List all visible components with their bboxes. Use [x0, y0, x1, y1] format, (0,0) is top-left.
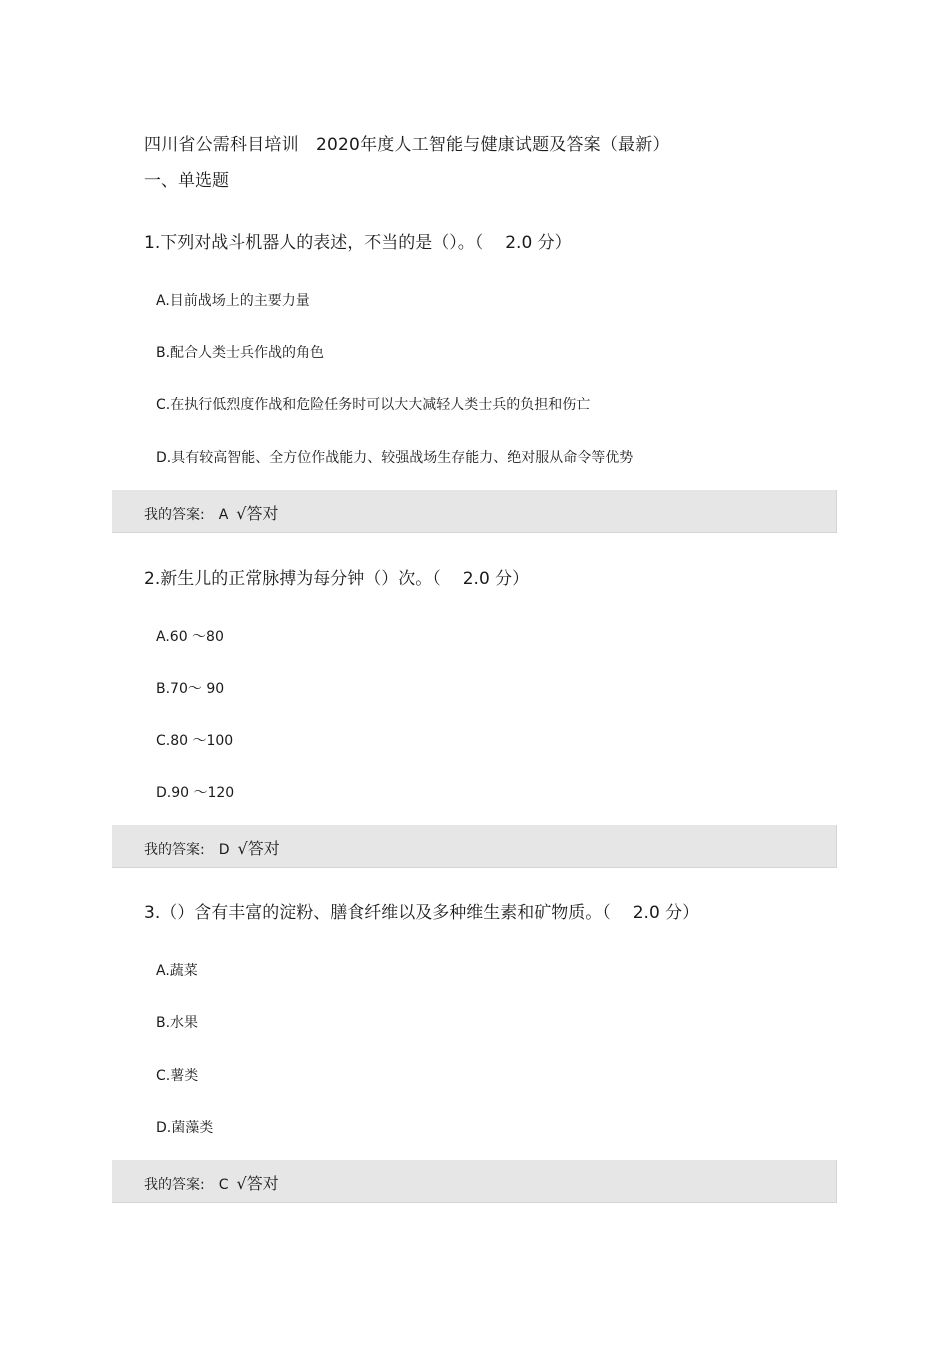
question-text: 3.（）含有丰富的淀粉、膳食纤维以及多种维生素和矿物质。（	[144, 903, 611, 923]
answer-line	[144, 501, 279, 524]
question-text: 2.新生儿的正常脉搏为每分钟（）次。（	[144, 569, 441, 589]
option-b: B.配合人类士兵作战的角色	[156, 345, 325, 361]
option-b: B.水果	[156, 1015, 199, 1031]
document-title: 四川省公需科目培训 2020年度人工智能与健康试题及答案（最新）	[144, 135, 670, 155]
option-c: C.薯类	[156, 1068, 199, 1084]
option-d: D.90 ～120	[156, 785, 235, 801]
answer-label: 我的答案:	[144, 507, 205, 523]
answer-label: 我的答案:	[144, 1177, 205, 1193]
answer-value: C	[218, 1177, 229, 1193]
question-stem	[144, 564, 529, 589]
question-score: 2.0 分）	[505, 233, 572, 253]
option-c: C.在执行低烈度作战和危险任务时可以大大减轻人类士兵的负担和伤亡	[156, 397, 591, 413]
question-text: 1.下列对战斗机器人的表述，不当的是（）。（	[144, 233, 484, 253]
answer-line	[144, 836, 280, 859]
question-score: 2.0 分）	[632, 903, 700, 923]
answer-bar	[112, 825, 837, 868]
answer-result: √答对	[236, 1174, 279, 1193]
answer-result: √答对	[236, 504, 279, 523]
question-score: 2.0 分）	[462, 569, 530, 589]
answer-label: 我的答案:	[144, 842, 205, 858]
question-stem	[144, 228, 572, 253]
answer-value: A	[218, 507, 229, 523]
answer-line	[144, 1171, 279, 1194]
answer-result: √答对	[237, 839, 280, 858]
answer-bar	[112, 490, 837, 533]
answer-bar	[112, 1160, 837, 1203]
option-d: D.菌藻类	[156, 1120, 214, 1136]
section-title: 一、单选题	[144, 171, 229, 191]
option-a: A.60 ～80	[156, 629, 224, 645]
option-b: B.70～ 90	[156, 681, 225, 697]
option-d: D.具有较高智能、全方位作战能力、较强战场生存能力、绝对服从命令等优势	[156, 450, 634, 466]
question-stem	[144, 898, 699, 923]
option-a: A.蔬菜	[156, 963, 198, 979]
option-c: C.80 ～100	[156, 733, 234, 749]
answer-value: D	[218, 842, 230, 858]
option-a: A.目前战场上的主要力量	[156, 293, 310, 309]
